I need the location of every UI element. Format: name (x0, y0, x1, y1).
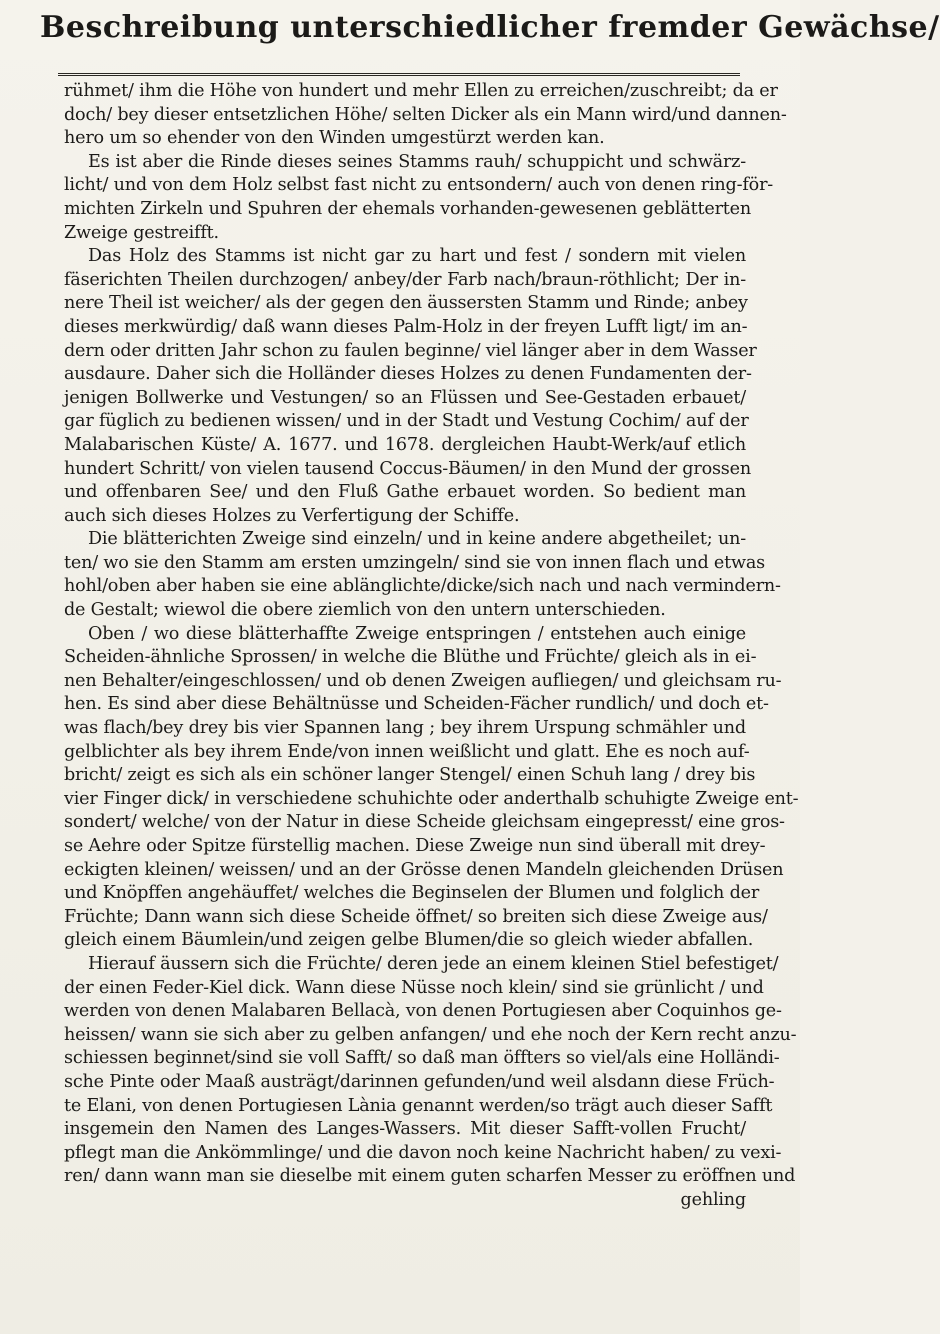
text-line: gleich einem Bäumlein/und zeigen gelbe Blumen/die so gleich wieder abfallen. (64, 930, 754, 951)
text-line: doch/ bey dieser entsetzlichen Höhe/ selten Dicker als ein Mann wird/und dannen- (64, 104, 787, 125)
text-line: nere Theil ist weicher/ als der gegen den äussersten Stamm und Rinde; anbey (64, 293, 748, 314)
text-line: Die blätterichten Zweige sind einzeln/ und in keine andere abgetheilet; un- (88, 529, 746, 550)
text-line: Das Holz des Stamms ist nicht gar zu hart und fest / sondern mit vielen (88, 246, 746, 267)
text-line: sondert/ welche/ von der Natur in diese Scheide gleichsam eingepresst/ eine gros- (64, 812, 785, 833)
text-line: jenigen Bollwerke und Vestungen/ so an Flüssen und See-Gestaden erbauet/ (64, 387, 746, 408)
text-line: michten Zirkeln und Spuhren der ehemals vorhanden-gewesenen geblätterten (64, 198, 752, 219)
text-line: Früchte; Dann wann sich diese Scheide öffnet/ so breiten sich diese Zweige aus/ (64, 906, 768, 927)
text-line: gar füglich zu bedienen wissen/ und in der Stadt und Vestung Cochim/ auf der (64, 411, 749, 432)
text-line: fäserichten Theilen durchzogen/ anbey/der Farb nach/braun-röthlicht; Der in- (64, 269, 746, 290)
text-line: auch sich dieses Holzes zu Verfertigung der Schiffe. (64, 505, 520, 526)
text-line: se Aehre oder Spitze fürstellig machen. Diese Zweige nun sind überall mit drey- (64, 836, 766, 856)
text-line: werden von denen Malabaren Bellacà, von denen Portugiesen aber Coquinhos ge- (64, 1001, 782, 1022)
text-line: und Knöpffen angehäuffet/ welches die Beginselen der Blumen und folglich der (64, 883, 760, 904)
text-line: was flach/bey drey bis vier Spannen lang ; bey ihrem Urspung schmähler und (64, 718, 746, 739)
text-line: nen Behalter/eingeschlossen/ und ob denen Zweigen aufliegen/ und gleichsam ru- (64, 670, 782, 691)
text-line: ten/ wo sie den Stamm am ersten umzingeln/ sind sie von innen flach und etwas (64, 552, 765, 573)
body-text-block (64, 80, 799, 1213)
text-line: Hierauf äussern sich die Früchte/ deren jede an einem kleinen Stiel befestiget/ (88, 953, 779, 974)
text-line: Malabarischen Küste/ A. 1677. und 1678. dergleichen Haubt-Werk/auf etlich (64, 434, 746, 455)
text-line: ausdaure. Daher sich die Holländer dieses Holzes zu denen Fundamenten der- (64, 364, 752, 385)
catchword: gehling (680, 1189, 746, 1210)
text-line: schiessen beginnet/sind sie voll Safft/ so daß man öffters so viel/als eine Holländi- (64, 1048, 780, 1069)
running-head-title: Beschreibung unterschiedlicher fremder Gewächse/ (40, 10, 940, 45)
text-line: vier Finger dick/ in verschiedene schuhichte oder anderthalb schuhigte Zweige ent- (64, 788, 799, 809)
text-line: licht/ und von dem Holz selbst fast nicht zu entsondern/ auch von denen ring-för- (64, 175, 774, 196)
text-line: und offenbaren See/ und den Fluß Gathe erbauet worden. So bedient man (64, 482, 746, 503)
text-line: dern oder dritten Jahr schon zu faulen beginne/ viel länger aber in dem Wasser (64, 340, 757, 361)
text-line: der einen Feder-Kiel dick. Wann diese Nüsse noch klein/ sind sie grünlicht / und (64, 977, 764, 998)
text-line: Scheiden-ähnliche Sprossen/ in welche die Blüthe und Früchte/ gleich als in ei- (64, 647, 757, 668)
text-line: Zweige gestreifft. (64, 222, 219, 243)
text-line: te Elani, von denen Portugiesen Lània genannt werden/so trägt auch dieser Safft (64, 1095, 773, 1116)
text-line: de Gestalt; wiewol die obere ziemlich von den untern unterschieden. (64, 600, 666, 621)
text-line: sche Pinte oder Maaß austrägt/darinnen gefunden/und weil alsdann diese Früch- (64, 1071, 775, 1092)
header-double-rule (58, 73, 740, 76)
text-line: Es ist aber die Rinde dieses seines Stamms rauh/ schuppicht und schwärz- (88, 151, 746, 172)
text-line: ren/ dann wann man sie dieselbe mit einem guten scharfen Messer zu eröffnen und (64, 1166, 796, 1187)
text-line: gelblichter als bey ihrem Ende/von innen weißlicht und glatt. Ehe es noch auf- (64, 741, 750, 762)
text-line: heissen/ wann sie sich aber zu gelben anfangen/ und ehe noch der Kern recht anzu- (64, 1024, 797, 1045)
text-line: rühmet/ ihm die Höhe von hundert und mehr Ellen zu erreichen/zuschreibt; da er (64, 81, 778, 101)
text-line: bricht/ zeigt es sich als ein schöner langer Stengel/ einen Schuh lang / drey bis (64, 765, 756, 786)
text-line: hohl/oben aber haben sie eine ablänglichte/dicke/sich nach und nach vermindern- (64, 576, 781, 597)
text-line: hero um so ehender von den Winden umgestürzt werden kan. (64, 128, 605, 149)
text-line: eckigten kleinen/ weissen/ und an der Grösse denen Mandeln gleichenden Drüsen (64, 859, 784, 880)
text-line: insgemein den Namen des Langes-Wassers. Mit dieser Safft-vollen Frucht/ (64, 1119, 746, 1140)
text-line: pflegt man die Ankömmlinge/ und die davon noch keine Nachricht haben/ zu vexi- (64, 1142, 782, 1163)
text-line: dieses merkwürdig/ daß wann dieses Palm-Holz in der freyen Lufft ligt/ im an- (64, 316, 748, 337)
text-line: hundert Schritt/ von vielen tausend Coccus-Bäumen/ in den Mund der grossen (64, 458, 751, 479)
text-line: hen. Es sind aber diese Behältnüsse und Scheiden-Fächer rundlich/ und doch et- (64, 694, 769, 715)
text-line: Oben / wo diese blätterhaffte Zweige entspringen / entstehen auch einige (88, 623, 746, 644)
